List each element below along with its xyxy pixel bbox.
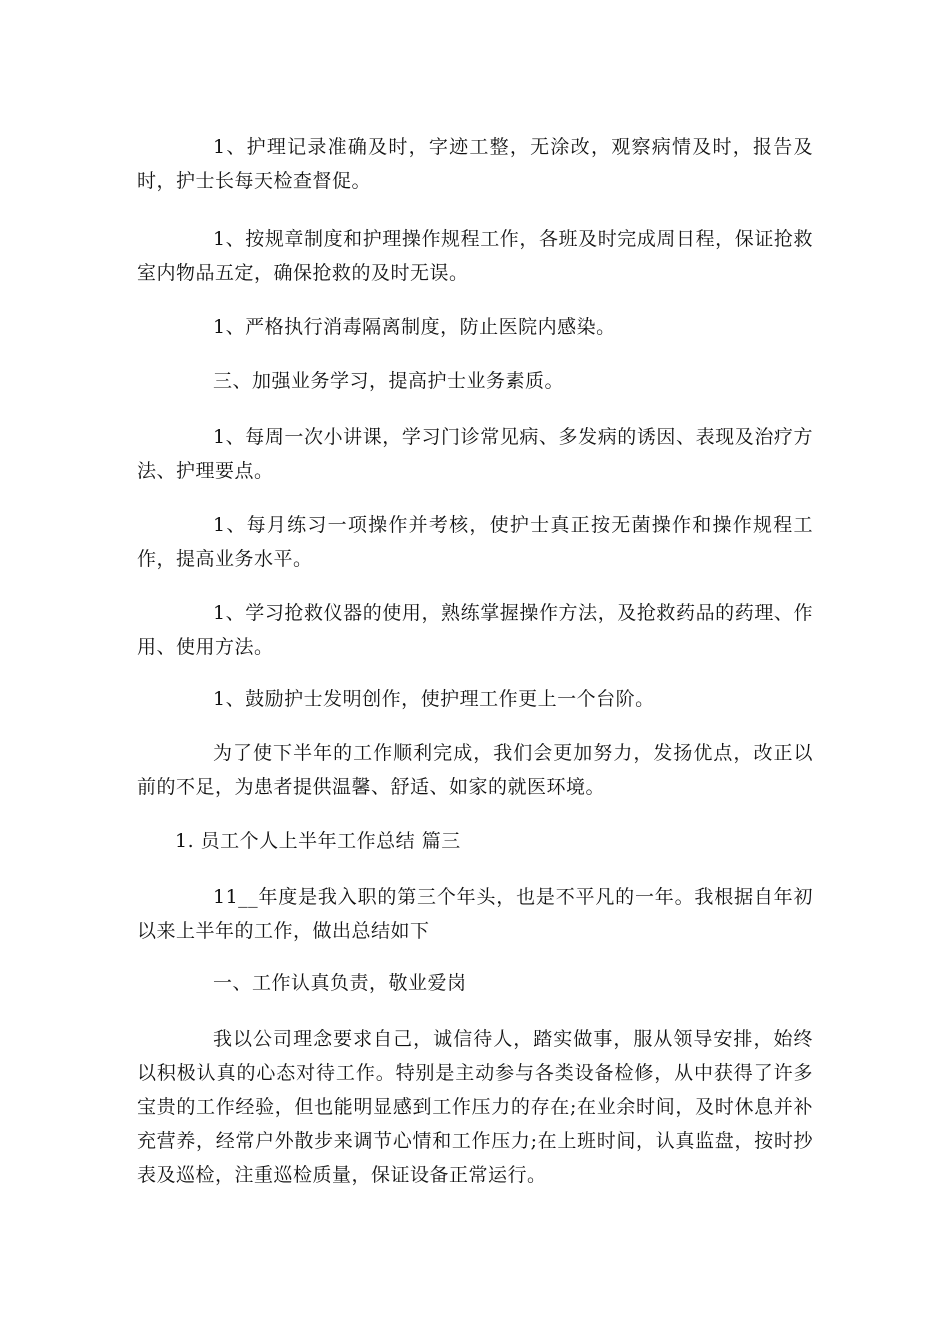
paragraph-monthly-practice: 1、每月练习一项操作并考核，使护士真正按无菌操作和操作规程工作，提高业务水平。	[137, 514, 813, 570]
paragraph-rules-procedures: 1、按规章制度和护理操作规程工作，各班及时完成周日程，保证抢救室内物品五定，确保抢救的及时无误。	[137, 228, 813, 284]
paragraph-encourage-invention: 1、鼓励护士发明创作，使护理工作更上一个台阶。	[213, 688, 655, 710]
section-heading-study: 三、加强业务学习，提高护士业务素质。	[213, 370, 565, 392]
paragraph-weekly-lecture: 1、每周一次小讲课，学习门诊常见病、多发病的诱因、表现及治疗方法、护理要点。	[137, 426, 813, 482]
paragraph-company-philosophy: 我以公司理念要求自己，诚信待人，踏实做事，服从领导安排，始终以积极认真的心态对待工作。特别是主动参与各类设备检修，从中获得了许多宝贵的工作经验，但也能明显感到工作压力的存在;在业余时间，及时休息并补充营养，经常户外散步来调节心情和工作压力;在上班时间，认真监盘，按时抄表及巡检，注重巡检质量，保证设备正常运行。	[137, 1028, 813, 1186]
paragraph-nursing-records: 1、护理记录准确及时，字迹工整，无涂改，观察病情及时，报告及时，护士长每天检查督促。	[137, 136, 813, 192]
paragraph-rescue-instruments: 1、学习抢救仪器的使用，熟练掌握操作方法，及抢救药品的药理、作用、使用方法。	[137, 602, 813, 658]
section-heading-responsibility: 一、工作认真负责，敬业爱岗	[213, 972, 467, 994]
paragraph-second-half-goal: 为了使下半年的工作顺利完成，我们会更加努力，发扬优点，改正以前的不足，为患者提供温馨、舒适、如家的就医环境。	[137, 742, 813, 798]
article-title: 1. 员工个人上半年工作总结 篇三	[175, 830, 461, 852]
paragraph-disinfection: 1、严格执行消毒隔离制度，防止医院内感染。	[213, 316, 616, 338]
paragraph-third-year: 11__年度是我入职的第三个年头，也是不平凡的一年。我根据自年初以来上半年的工作，做出总结如下	[137, 886, 813, 942]
